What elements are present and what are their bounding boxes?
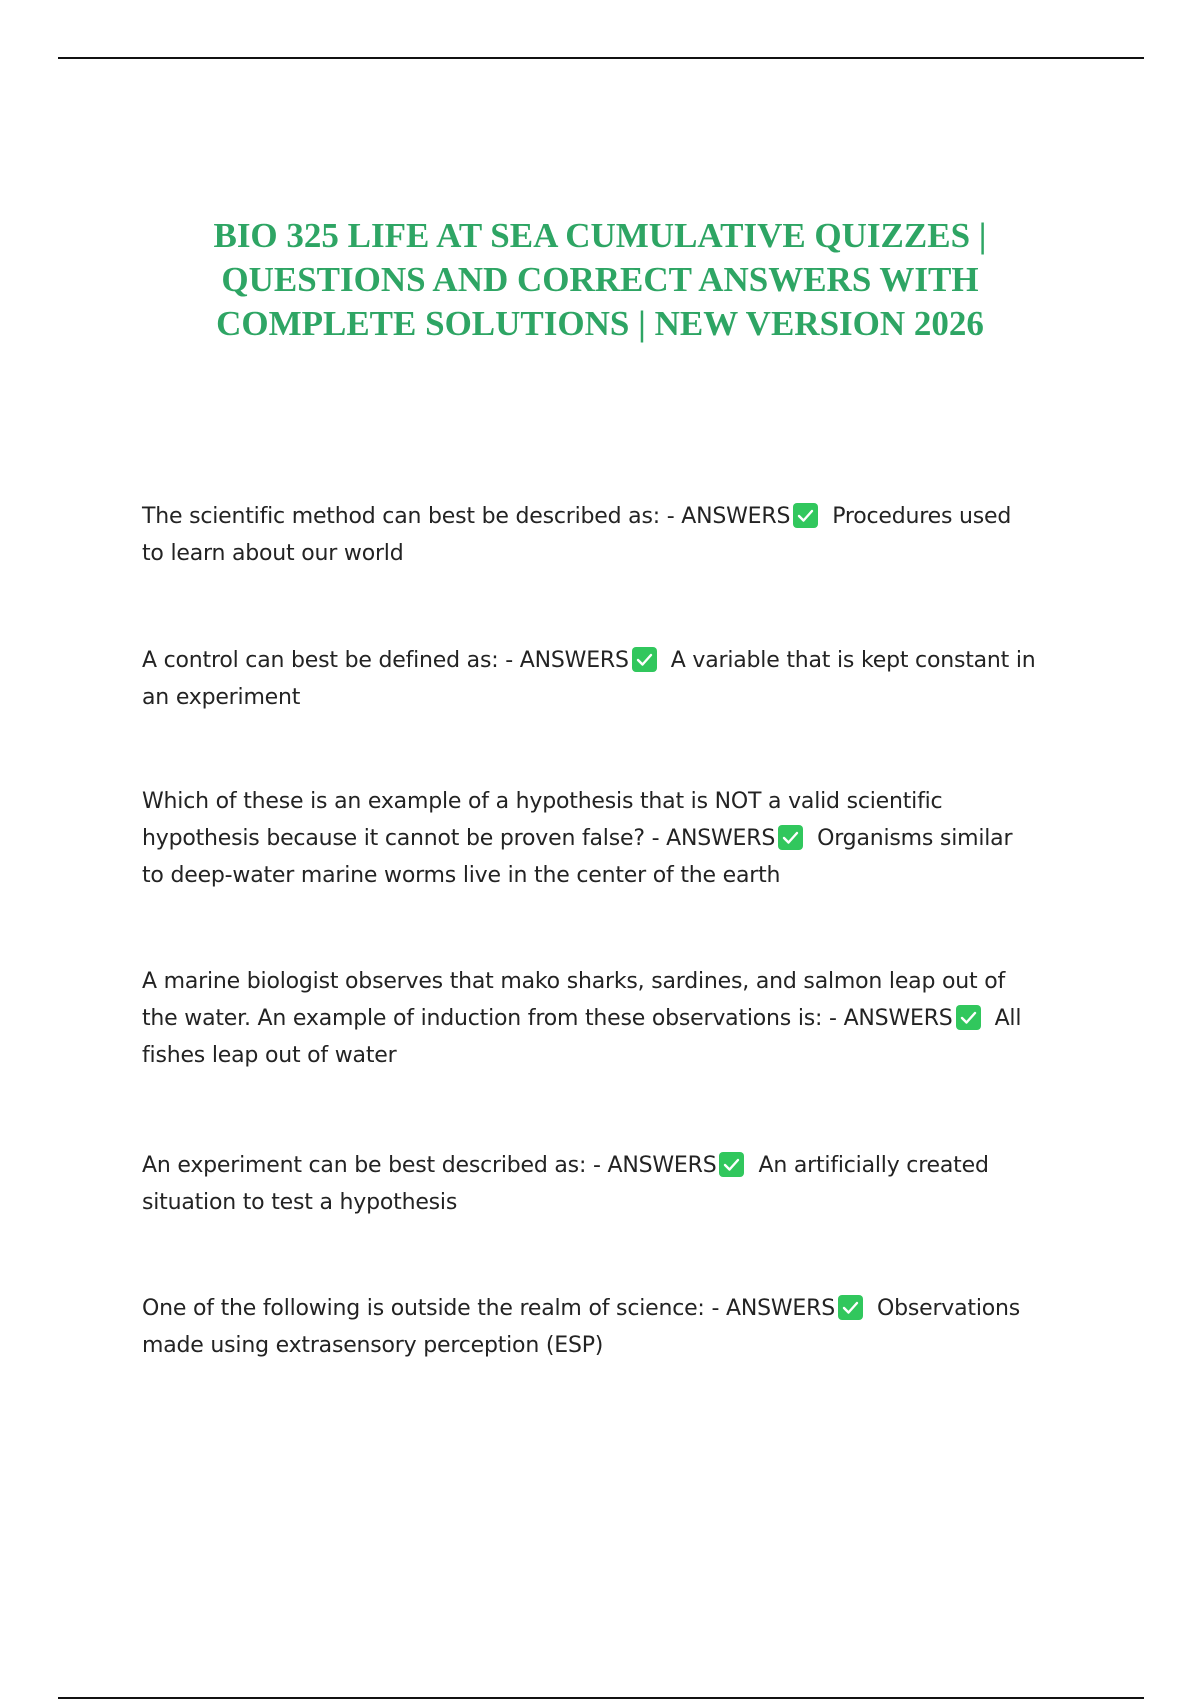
question-text: A control can best be defined as: (142, 648, 499, 673)
answer-marker: - ANSWERS (829, 1006, 953, 1031)
answer-continuation: an experiment (142, 685, 301, 710)
answer-continuation: made using extrasensory perception (ESP) (142, 1333, 604, 1358)
qa-item (142, 783, 1072, 894)
qa-item (142, 1290, 1072, 1364)
answer-text: Procedures used (832, 504, 1012, 529)
title-line-2: QUESTIONS AND CORRECT ANSWERS WITH (221, 260, 979, 299)
answer-marker: - ANSWERS (592, 1153, 717, 1178)
qa-line (142, 1290, 1072, 1327)
question-text: A marine biologist observes that mako sharks, sardines, and salmon leap out of (142, 969, 1006, 994)
answer-continuation: fishes leap out of water (142, 1043, 397, 1068)
qa-item (142, 498, 1072, 572)
answer-marker: - ANSWERS (651, 826, 776, 851)
title-line-1: BIO 325 LIFE AT SEA CUMULATIVE QUIZZES | (213, 216, 987, 255)
answer-text: A variable that is kept constant in (670, 648, 1036, 673)
title-line-3: COMPLETE SOLUTIONS | NEW VERSION 2026 (216, 304, 984, 343)
answer-continuation: situation to test a hypothesis (142, 1190, 458, 1215)
answer-continuation: to learn about our world (142, 541, 404, 566)
qa-item (142, 642, 1072, 716)
question-text: the water. An example of induction from these observations is: (142, 1006, 823, 1031)
qa-line (142, 1000, 1072, 1037)
answer-text: All (994, 1006, 1022, 1031)
document-title (150, 214, 1050, 346)
check-mark-icon (778, 825, 803, 850)
qa-line (142, 820, 1072, 857)
answer-continuation: to deep-water marine worms live in the center of the earth (142, 863, 781, 888)
check-mark-icon (956, 1005, 981, 1030)
qa-line (142, 1147, 1072, 1184)
answer-marker: - ANSWERS (505, 648, 629, 673)
question-text: The scientific method can best be described as: (142, 504, 660, 529)
question-text: hypothesis because it cannot be proven false? (142, 826, 645, 851)
answer-text: Organisms similar (817, 826, 1013, 851)
answer-marker: - ANSWERS (711, 1296, 835, 1321)
question-text: One of the following is outside the realm of science: (142, 1296, 705, 1321)
check-mark-icon (838, 1295, 863, 1320)
qa-line (142, 498, 1072, 535)
bottom-rule (58, 1697, 1144, 1699)
top-rule (58, 57, 1144, 59)
answer-marker: - ANSWERS (666, 504, 791, 529)
answer-text: An artificially created (758, 1153, 989, 1178)
check-mark-icon (632, 647, 657, 672)
qa-item (142, 963, 1072, 1074)
check-mark-icon (793, 503, 818, 528)
question-text: Which of these is an example of a hypothesis that is NOT a valid scientific (142, 789, 943, 814)
answer-text: Observations (876, 1296, 1020, 1321)
check-mark-icon (719, 1152, 744, 1177)
qa-line (142, 642, 1072, 679)
qa-item (142, 1147, 1072, 1221)
question-text: An experiment can be best described as: (142, 1153, 587, 1178)
